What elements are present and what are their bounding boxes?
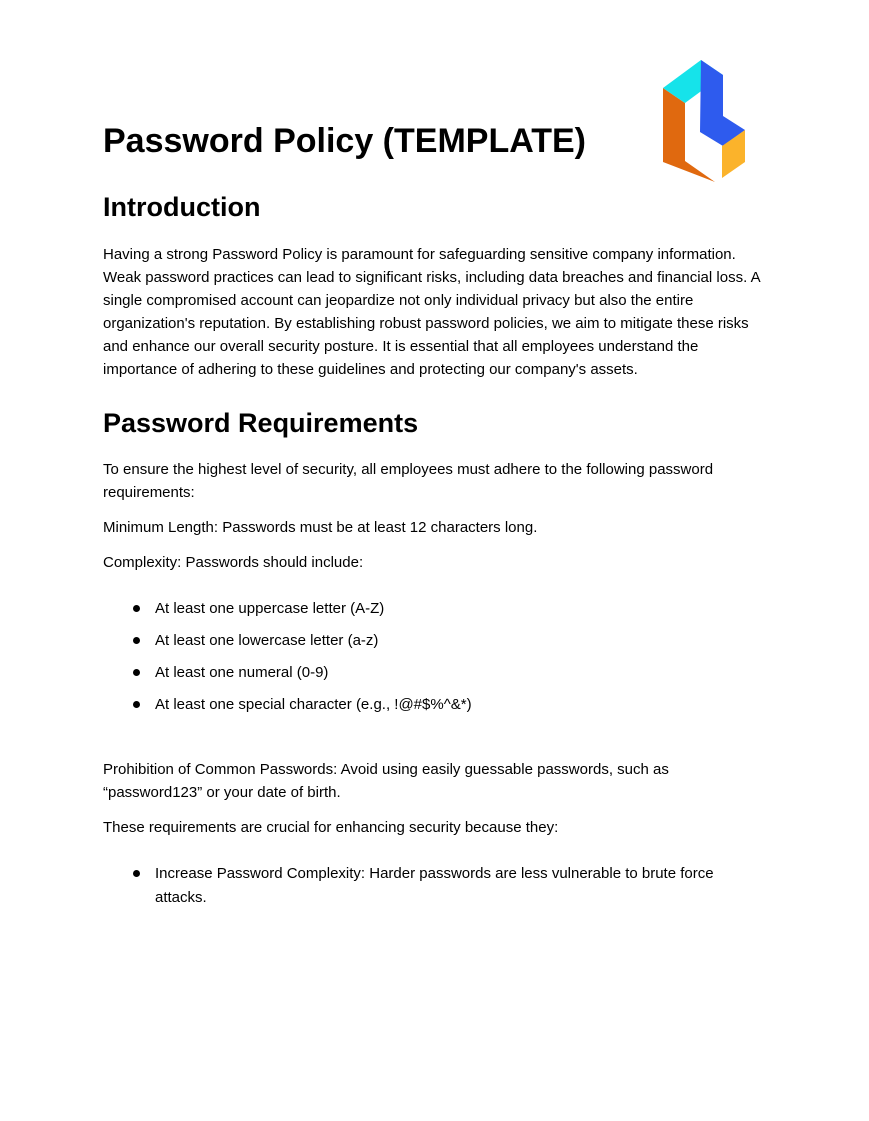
complexity-bullet-list bbox=[103, 597, 766, 717]
prohibition-paragraph: Prohibition of Common Passwords: Avoid using easily guessable passwords, such as “password123” or your date of birth. bbox=[103, 761, 669, 801]
section-heading-introduction: Introduction bbox=[103, 192, 261, 222]
bullet-item-increase-complexity: Increase Password Complexity: Harder passwords are less vulnerable to brute force attacks. bbox=[103, 862, 766, 910]
introduction-paragraph: Having a strong Password Policy is paramount for safeguarding sensitive company information. Weak password practices can lead to significant risks, including data breaches and financial loss. A single compromised account can jeopardize not only individual privacy but also the entire organization's reputation. By establishing robust password policies, we aim to mitigate these risks and enhance our overall security posture. It is essential that all employees understand the importance of adhering to these guidelines and protecting our company's assets. bbox=[103, 246, 760, 378]
bullet-item-lowercase: At least one lowercase letter (a-z) bbox=[103, 629, 766, 653]
section-heading-password-requirements: Password Requirements bbox=[103, 408, 419, 438]
document-title: Password Policy (TEMPLATE) bbox=[103, 122, 587, 160]
company-logo bbox=[655, 58, 755, 186]
bullet-item-numeral: At least one numeral (0-9) bbox=[103, 661, 766, 685]
complexity-paragraph: Complexity: Passwords should include: bbox=[103, 554, 364, 571]
benefits-bullet-list bbox=[103, 862, 766, 910]
requirements-intro-paragraph: To ensure the highest level of security, all employees must adhere to the following password requirements: bbox=[103, 461, 714, 501]
crucial-requirements-paragraph: These requirements are crucial for enhancing security because they: bbox=[103, 819, 559, 836]
bullet-item-uppercase: At least one uppercase letter (A-Z) bbox=[103, 597, 766, 621]
minimum-length-paragraph: Minimum Length: Passwords must be at least 12 characters long. bbox=[103, 519, 538, 536]
logo-right-face-shape bbox=[700, 60, 745, 146]
bullet-item-special-character: At least one special character (e.g., !@#$%^&*) bbox=[103, 693, 766, 717]
